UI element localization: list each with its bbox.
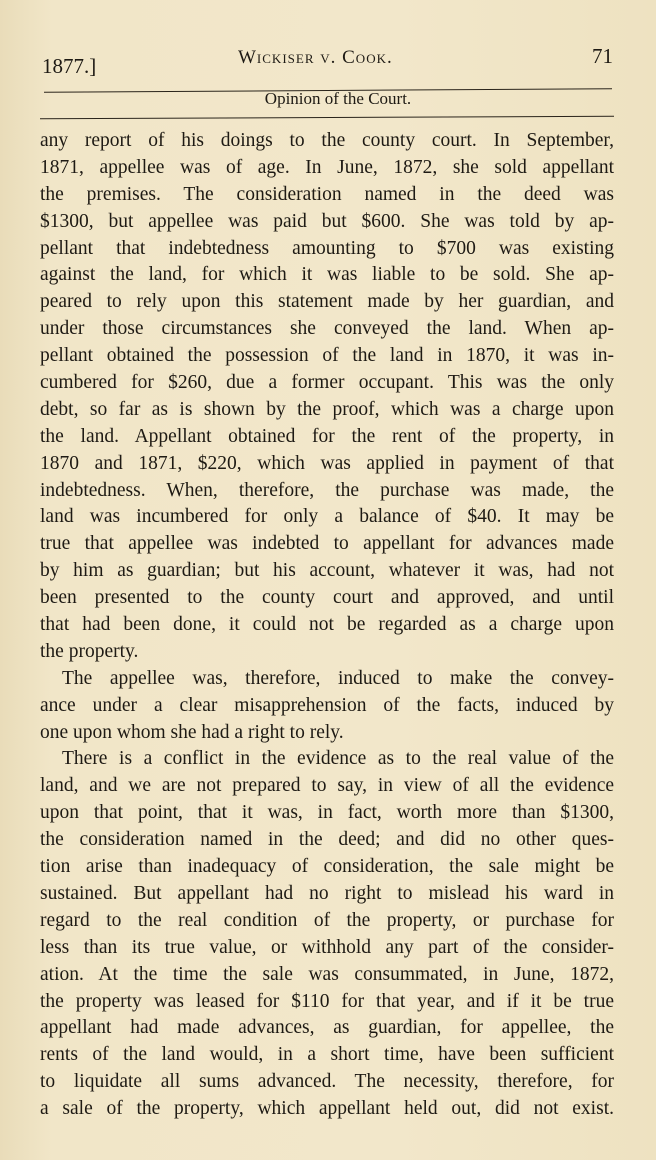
- header-year: 1877.]: [42, 54, 97, 78]
- header-page-number: 71: [592, 44, 613, 68]
- text-line: sustained. But appellant had no right to mislead his ward in: [40, 882, 614, 904]
- text-line: peared to rely upon this statement made by her guardian, and: [40, 291, 614, 313]
- text-line: cumbered for $260, due a former occupant. This was the only: [40, 372, 614, 394]
- text-line: ation. At the time the sale was consummated, in June, 1872,: [40, 963, 614, 985]
- running-header: [0, 40, 656, 80]
- text-line: land, and we are not prepared to say, in view of all the evidence: [40, 775, 614, 797]
- text-line: the premises. The consideration named in the deed was: [40, 183, 614, 205]
- text-line: $1300, but appellee was paid but $600. She was told by ap-: [40, 210, 614, 232]
- text-line: ance under a clear misapprehension of the facts, induced by: [40, 694, 614, 716]
- text-line: true that appellee was indebted to appellant for advances made: [40, 533, 614, 555]
- text-line: pellant that indebtedness amounting to $700 was existing: [40, 237, 614, 259]
- text-line: debt, so far as is shown by the proof, which was a charge upon: [40, 398, 614, 420]
- text-line: against the land, for which it was liable to be sold. She ap-: [40, 264, 614, 286]
- text-line: a sale of the property, which appellant held out, did not exist.: [40, 1098, 614, 1120]
- text-line: land was incumbered for only a balance of $40. It may be: [40, 506, 614, 528]
- opinion-text: [40, 128, 614, 1123]
- header-case-title: Wickiser v. Cook.: [238, 47, 393, 68]
- text-line: by him as guardian; but his account, whatever it was, had not: [40, 560, 614, 582]
- text-line: indebtedness. When, therefore, the purchase was made, the: [40, 479, 614, 501]
- text-line: tion arise than inadequacy of consideration, the sale might be: [40, 856, 614, 878]
- section-heading: Opinion of the Court.: [264, 89, 412, 108]
- text-line: 1870 and 1871, $220, which was applied in payment of that: [40, 452, 614, 474]
- text-line: upon that point, that it was, in fact, worth more than $1300,: [40, 802, 614, 824]
- text-line: appellant had made advances, as guardian, for appellee, the: [40, 1017, 614, 1039]
- text-line: rents of the land would, in a short time, have been sufficient: [40, 1044, 614, 1066]
- paragraph-end-line: the property.: [40, 640, 139, 662]
- text-line: the consideration named in the deed; and did no other ques-: [40, 829, 614, 851]
- paragraph-end-line: one upon whom she had a right to rely.: [40, 721, 344, 743]
- text-line: under those circumstances she conveyed the land. When ap-: [40, 318, 614, 340]
- text-line: been presented to the county court and approved, and until: [40, 587, 614, 609]
- text-line: that had been done, it could not be regarded as a charge upon: [40, 614, 614, 636]
- header-rule-bottom: [40, 116, 614, 120]
- text-line: pellant obtained the possession of the land in 1870, it was in-: [40, 345, 614, 367]
- text-line: the land. Appellant obtained for the rent of the property, in: [40, 425, 614, 447]
- text-line: 1871, appellee was of age. In June, 1872, she sold appellant: [40, 156, 614, 178]
- text-line: any report of his doings to the county court. In September,: [40, 130, 614, 151]
- text-line: to liquidate all sums advanced. The necessity, therefore, for: [40, 1071, 614, 1093]
- text-line: regard to the real condition of the property, or purchase for: [40, 909, 614, 931]
- paragraph-start-line: The appellee was, therefore, induced to make the convey-: [62, 667, 614, 689]
- paragraph-start-line: There is a conflict in the evidence as to the real value of the: [62, 748, 614, 770]
- text-line: less than its true value, or withhold any part of the consider-: [40, 936, 614, 958]
- text-line: the property was leased for $110 for that year, and if it be true: [40, 990, 614, 1012]
